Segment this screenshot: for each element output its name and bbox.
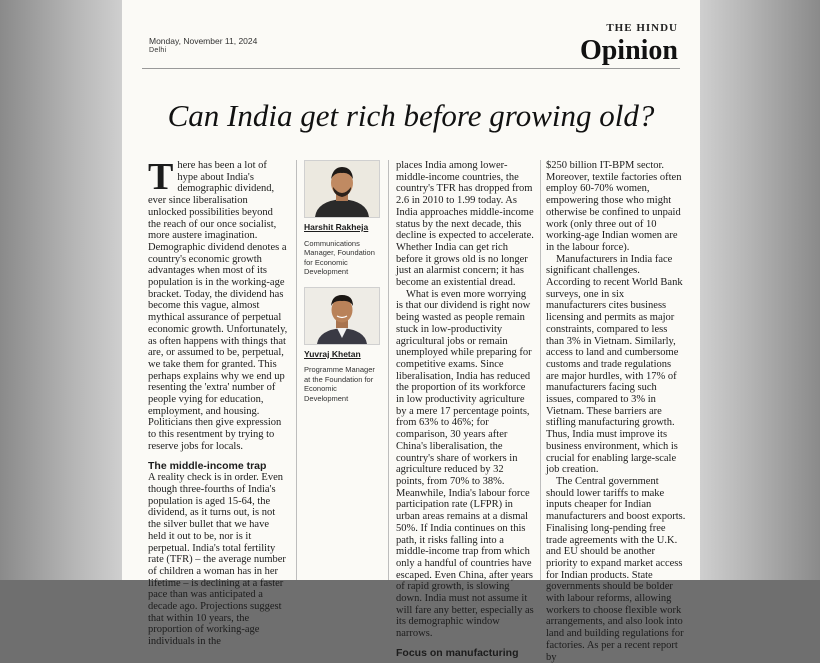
- paragraph: A reality check is in order. Even though three-fourths of India's population is aged 15-64, the dividend, as it turns out, is not the silver bullet that we have held it out to be, nor is it perpetual. India's total fertility rate (TFR) – the average number of children a woman has in her lifetime – is declining at a faster pace than was anticipated a decade ago. Projections suggest that within 10 years, the proportion of working-age individuals in the: [148, 472, 286, 648]
- drop-cap: T: [148, 156, 174, 198]
- author-role: Programme Manager at the Foundation for Economic Development: [304, 365, 375, 403]
- masthead: [580, 22, 678, 66]
- subheading: Focus on manufacturing: [396, 646, 519, 659]
- column-divider: [388, 160, 389, 580]
- author-photo: [304, 287, 380, 345]
- person-icon: [305, 288, 379, 344]
- column-3: [396, 160, 534, 660]
- headline: Can India get rich before growing old?: [167, 98, 655, 133]
- section-title: Opinion: [579, 35, 678, 66]
- paragraph: The Central government should lower tariffs to make inputs cheaper for Indian manufacturers and boost exports. Finalising long-pending free trade agreements with the U.K. and EU should be another priority to expand market access for Indian products. State governments should be bolder with labour reforms, allowing workers to choose flexible work arrangements, and also look into land and building regulations for factories. As per a recent report by: [546, 475, 686, 663]
- column-divider: [296, 160, 297, 580]
- person-icon: [305, 161, 379, 217]
- author-name: Yuvraj Khetan: [304, 348, 361, 359]
- background-left: [0, 0, 122, 580]
- column-1: [148, 156, 288, 648]
- date-text: Monday, November 11, 2024: [149, 36, 258, 46]
- author-column: [304, 160, 380, 403]
- newspaper-page: [122, 0, 700, 663]
- dateline: [149, 36, 257, 56]
- paragraph: [148, 156, 288, 453]
- paragraph: What is even more worrying is that our dividend is right now being wasted as people remain stuck in low-productivity agricultural jobs or remain unemployed while preparing for competitive exams. Since liberalisation, India has reduced the proportion of its workforce in low productivity agriculture by a mere 17 percentage points, from 63% to 46%; for comparison, 30 years after China's liberalisation, the country's share of workers in agriculture reduced by 32 points, from 70% to 38%. Meanwhile, India's labour force participation rate (LFPR) in urban areas remains at a dismal 50%. If India continues on this path, it risks falling into a middle-income trap from which only a handful of countries have escaped. Even China, after years of rapid growth, is slowing down. India must not assume it will fare any better, especially as its demographic window narrows.: [396, 288, 534, 640]
- city-text: Delhi: [149, 47, 167, 54]
- column-divider: [540, 160, 541, 580]
- background-right: [700, 0, 820, 580]
- paragraph: $250 billion IT-BPM sector. Moreover, textile factories often employ 60-70% women, empowering those who might otherwise be confined to unpaid work (only three out of 10 working-age Indian women are in the labour force).: [546, 160, 682, 253]
- column-4: [546, 160, 686, 663]
- author-role: Communications Manager, Foundation for Economic Development: [304, 238, 375, 277]
- paragraph-text: here has been a lot of hype about India's demographic dividend, ever since liberalisation unlocked possibilities beyond the reach of our once socialist, more austere imagination. Demographic dividend denotes a country's economic growth advantages when most of its population is in the working-age bracket. Today, the dividend has become this vague, almost mythical assurance of perpetual economic growth. Unfortunately, as often happens with things that are, or assumed to be, perpetual, we take them for granted. This perhaps explains why we end up resenting the 'extra' number of people vying for education, employment, and housing. Politicians then give expression to this resentment by trying to reserve jobs for locals.: [148, 160, 288, 452]
- author-photo: [304, 160, 380, 218]
- paper-name: THE HINDU: [606, 22, 678, 34]
- subheading: The middle-income trap: [148, 459, 267, 472]
- paragraph: places India among lower-middle-income countries, the country's TFR has dropped from 2.6 in 2010 to 1.99 today. As India approaches middle-income status by the next decade, this decline is expected to accelerate. Whether India can get rich before it grows old is no longer just an alarmist concern; it has become an existential dread.: [396, 160, 534, 289]
- author-name: Harshit Rakheja: [304, 222, 369, 232]
- header-rule: [142, 68, 680, 69]
- paragraph: Manufacturers in India face significant challenges. According to recent World Bank surveys, one in six manufacturers cites business licensing and permits as major constraints, compared to less than 3% in Vietnam. Similarly, access to land and cumbersome customs and trade regulations are major hurdles, with 17% of manufacturers facing such issues, compared to 3% in Vietnam. These barriers are stifling manufacturing growth. Thus, India must improve its business environment, which is crucial for enabling large-scale job creation.: [546, 253, 683, 476]
